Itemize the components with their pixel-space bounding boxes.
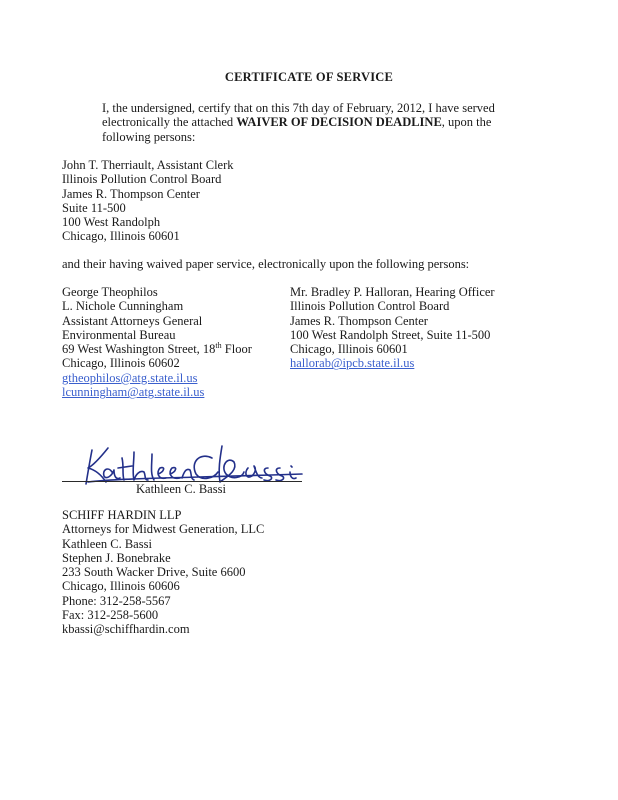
certification-text bbox=[62, 101, 532, 144]
document-title: CERTIFICATE OF SERVICE bbox=[224, 70, 394, 84]
floor-label: Floor bbox=[221, 342, 252, 357]
email-link[interactable]: gtheophilos@atg.state.il.us bbox=[62, 370, 198, 385]
left-recipient-address bbox=[62, 285, 252, 399]
address-line: Illinois Pollution Control Board bbox=[290, 299, 450, 314]
address-line: Chicago, Illinois 60602 bbox=[62, 356, 180, 371]
waiver-statement: and their having waived paper service, electronically upon the following persons: bbox=[62, 257, 470, 271]
signature-name: Kathleen C. Bassi bbox=[136, 482, 226, 496]
signer-line: Chicago, Illinois 60606 bbox=[62, 579, 180, 594]
street-address-line bbox=[62, 342, 252, 356]
address-line: Illinois Pollution Control Board bbox=[62, 172, 222, 187]
signer-line: 233 South Wacker Drive, Suite 6600 bbox=[62, 565, 246, 580]
email-link[interactable]: hallorab@ipcb.state.il.us bbox=[290, 356, 415, 371]
certification-paragraph bbox=[62, 101, 532, 144]
document-name: WAIVER OF DECISION DEADLINE bbox=[236, 115, 442, 130]
certification-text-part1: I, the undersigned, certify that on this 7th day of February, 2012, I have served electronically the attached bbox=[102, 101, 495, 130]
address-line: Mr. Bradley P. Halloran, Hearing Officer bbox=[290, 285, 495, 299]
address-line: Environmental Bureau bbox=[62, 327, 176, 342]
address-line: 100 West Randolph Street, Suite 11-500 bbox=[290, 327, 491, 342]
address-line: 100 West Randolph bbox=[62, 215, 161, 230]
signer-line: Kathleen C. Bassi bbox=[62, 536, 152, 551]
address-line: James R. Thompson Center bbox=[62, 186, 200, 201]
signer-email: kbassi@schiffhardin.com bbox=[62, 622, 190, 637]
signer-line: Attorneys for Midwest Generation, LLC bbox=[62, 522, 265, 537]
right-recipient-address bbox=[290, 285, 495, 371]
address-line: Suite 11-500 bbox=[62, 200, 126, 215]
address-line: John T. Therriault, Assistant Clerk bbox=[62, 158, 234, 172]
ordinal-suffix: th bbox=[215, 341, 222, 351]
address-line: Chicago, Illinois 60601 bbox=[62, 229, 180, 244]
street-address: 69 West Washington Street, 18 bbox=[62, 342, 216, 357]
certification-text-part2: , upon the following persons: bbox=[102, 115, 492, 144]
signer-line: Phone: 312-258-5567 bbox=[62, 593, 171, 608]
signer-line: Stephen J. Bonebrake bbox=[62, 550, 171, 565]
address-line: James R. Thompson Center bbox=[290, 313, 428, 328]
signer-block bbox=[62, 508, 264, 637]
address-line: George Theophilos bbox=[62, 285, 158, 299]
email-link[interactable]: lcunningham@atg.state.il.us bbox=[62, 385, 205, 400]
address-line: L. Nichole Cunningham bbox=[62, 299, 184, 314]
signer-line: SCHIFF HARDIN LLP bbox=[62, 508, 182, 522]
address-line: Assistant Attorneys General bbox=[62, 313, 203, 328]
signer-line: Fax: 312-258-5600 bbox=[62, 608, 159, 623]
address-line: Chicago, Illinois 60601 bbox=[290, 342, 408, 357]
primary-recipient-address bbox=[62, 158, 234, 244]
